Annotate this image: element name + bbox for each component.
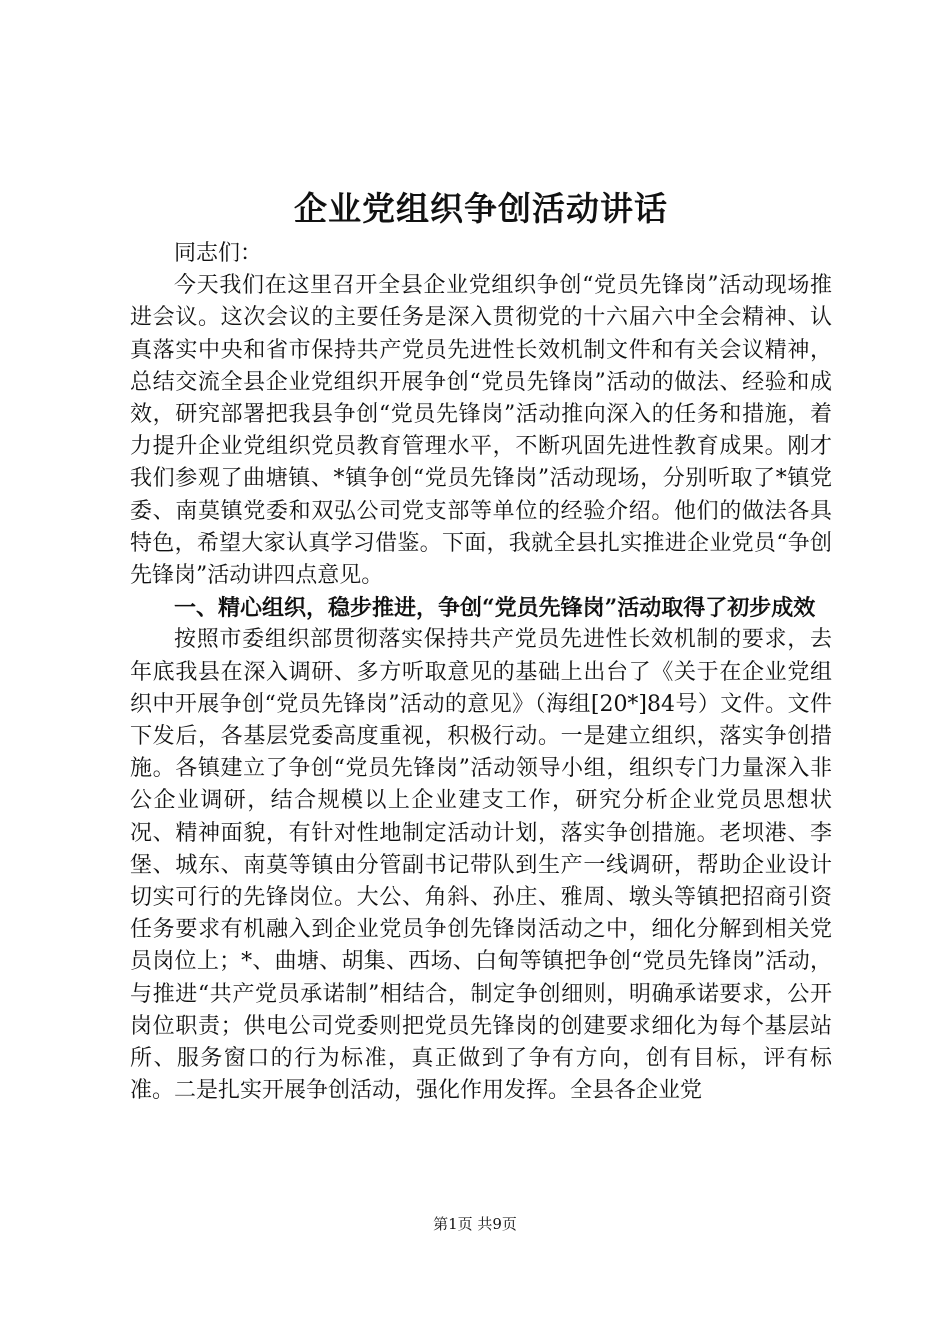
salutation: 同志们：	[174, 241, 263, 266]
document-body	[130, 180, 832, 1107]
paragraph-section-1: 按照市委组织部贯彻落实保持共产党员先进性长效机制的要求，去年底我县在深入调研、多方听取意见的基础上出台了《关于在企业党组织中开展争创“党员先锋岗”活动的意见》（海组[20*]84号）文件。文件下发后，各基层党委高度重视，积极行动。一是建立组织，落实争创措施。各镇建立了争创“党员先锋岗”活动领导小组，组织专门力量深入非公企业调研，结合规模以上企业建支工作，研究分析企业党员思想状况、精神面貌，有针对性地制定活动计划，落实争创措施。老坝港、李堡、城东、南莫等镇由分管副书记带队到生产一线调研，帮助企业设计切实可行的先锋岗位。大公、角斜、孙庄、雅周、墩头等镇把招商引资任务要求有机融入到企业党员争创先锋岗活动之中，细化分解到相关党员岗位上；*、曲塘、胡集、西场、白甸等镇把争创“党员先锋岗”活动，与推进“共产党员承诺制”相结合，制定争创细则，明确承诺要求，公开岗位职责；供电公司党委则把党员先锋岗的创建要求细化为每个基层站所、服务窗口的行为标准，真正做到了争有方向，创有目标，评有标准。二是扎实开展争创活动，强化作用发挥。全县各企业党	[130, 627, 832, 1104]
paragraph-intro: 今天我们在这里召开全县企业党组织争创“党员先锋岗”活动现场推进会议。这次会议的主要任务是深入贯彻党的十六届六中全会精神、认真落实中央和省市保持共产党员先进性长效机制文件和有关会议精神，总结交流全县企业党组织开展争创“党员先锋岗”活动的做法、经验和成效，研究部署把我县争创“党员先锋岗”活动推向深入的任务和措施，着力提升企业党组织党员教育管理水平，不断巩固先进性教育成果。刚才我们参观了曲塘镇、*镇争创“党员先锋岗”活动现场，分别听取了*镇党委、南莫镇党委和双弘公司党支部等单位的经验介绍。他们的做法各具特色，希望大家认真学习借鉴。下面，我就全县扎实推进企业党员“争创先锋岗”活动讲四点意见。	[130, 273, 832, 589]
section-heading-1: 一、精心组织，稳步推进，争创“党员先锋岗”活动取得了初步成效	[174, 595, 816, 622]
document-title: 企业党组织争创活动讲话	[294, 189, 668, 228]
page-footer: 第1页 共9页	[433, 1215, 517, 1233]
